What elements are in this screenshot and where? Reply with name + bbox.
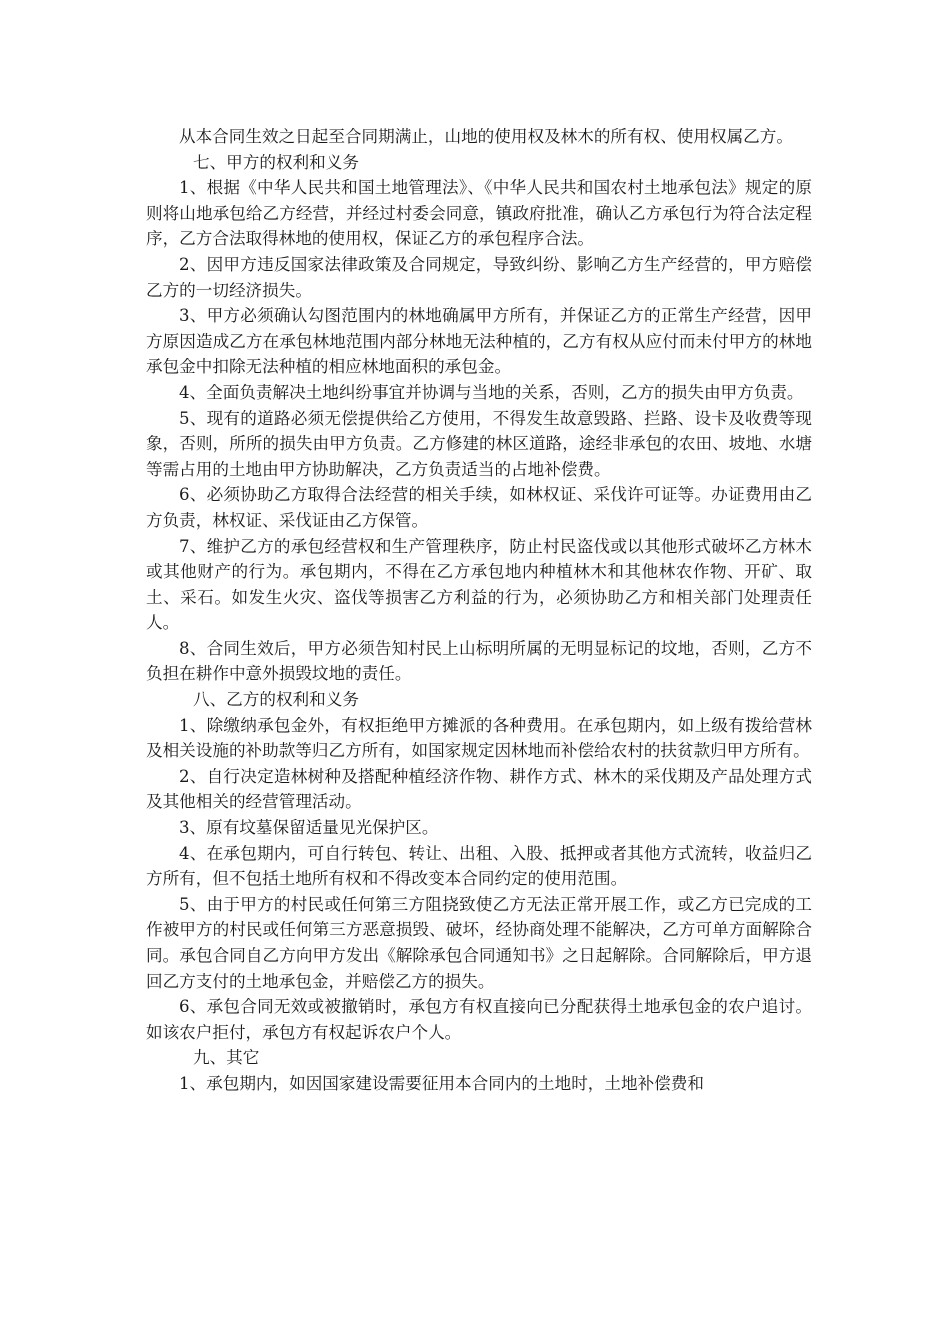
paragraph-a6: 6、必须协助乙方取得合法经营的相关手续，如林权证、采伐许可证等。办证费用由乙方负责，林权证、采伐证由乙方保管。 bbox=[146, 485, 812, 530]
paragraph-a8: 8、合同生效后，甲方必须告知村民上山标明所属的无明显标记的坟地，否则，乙方不负担在耕作中意外损毁坟地的责任。 bbox=[146, 638, 812, 684]
paragraph-b2: 2、自行决定造林树种及搭配种植经济作物、耕作方式、林木的采伐期及产品处理方式及其他相关的经营管理活动。 bbox=[146, 766, 812, 812]
paragraph-b3: 3、原有坟墓保留适量见光保护区。 bbox=[179, 818, 439, 838]
paragraph-b6: 6、承包合同无效或被撤销时，承包方有权直接向已分配获得土地承包金的农户追讨。如该农户拒付，承包方有权起诉农户个人。 bbox=[146, 997, 812, 1042]
paragraph-a5: 5、现有的道路必须无偿提供给乙方使用，不得发生故意毁路、拦路、设卡及收费等现象，否则，所所的损失由甲方负责。乙方修建的林区道路，途经非承包的农田、坡地、水塘等需占用的土地由甲方协助解决，乙方负责适当的占地补偿费。 bbox=[146, 408, 812, 479]
paragraph-a3: 3、甲方必须确认勾图范围内的林地确属甲方所有，并保证乙方的正常生产经营，因甲方原因造成乙方在承包林地范围内部分林地无法种植的，乙方有权从应付而未付甲方的林地承包金中扣除无法种植的相应林地面积的承包金。 bbox=[146, 306, 812, 377]
paragraph-a2: 2、因甲方违反国家法律政策及合同规定，导致纠纷、影响乙方生产经营的，甲方赔偿乙方的一切经济损失。 bbox=[146, 254, 812, 300]
section-heading-party-b: 八、乙方的权利和义务 bbox=[193, 690, 359, 710]
paragraph-b1: 1、除缴纳承包金外，有权拒绝甲方摊派的各种费用。在承包期内，如上级有拨给营林及相关设施的补助款等归乙方所有，如国家规定因林地而补偿给农村的扶贫款归甲方所有。 bbox=[146, 715, 812, 761]
section-heading-party-a: 七、甲方的权利和义务 bbox=[193, 152, 359, 172]
paragraph-c1: 1、承包期内，如因国家建设需要征用本合同内的土地时，土地补偿费和 bbox=[179, 1073, 704, 1093]
paragraph-use-rights: 从本合同生效之日起至合同期满止，山地的使用权及林木的所有权、使用权属乙方。 bbox=[179, 127, 793, 146]
paragraph-a7: 7、维护乙方的承包经营权和生产管理秩序，防止村民盗伐或以其他形式破坏乙方林木或其他财产的行为。承包期内，不得在乙方承包地内种植林木和其他林农作物、开矿、取土、采石。如发生火灾、盗伐等损害乙方利益的行为，必须协助乙方和相关部门处理责任人。 bbox=[146, 536, 812, 633]
paragraph-b4: 4、在承包期内，可自行转包、转让、出租、入股、抵押或者其他方式流转，收益归乙方所有，但不包括土地所有权和不得改变本合同约定的使用范围。 bbox=[146, 843, 812, 889]
paragraph-a4: 4、全面负责解决土地纠纷事宜并协调与当地的关系，否则，乙方的损失由甲方负责。 bbox=[179, 382, 804, 402]
document-body bbox=[146, 124, 812, 1097]
paragraph-b5: 5、由于甲方的村民或任何第三方阻挠致使乙方无法正常开展工作，或乙方已完成的工作被甲方的村民或任何第三方恶意损毁、破坏，经协商处理不能解决，乙方可单方面解除合同。承包合同自乙方向甲方发出《解除承包合同通知书》之日起解除。合同解除后，甲方退回乙方支付的土地承包金，并赔偿乙方的损失。 bbox=[146, 894, 812, 991]
paragraph-a1: 1、根据《中华人民共和国土地管理法》、《中华人民共和国农村土地承包法》规定的原则将山地承包给乙方经营，并经过村委会同意，镇政府批准，确认乙方承包行为符合法定程序，乙方合法取得林地的使用权，保证乙方的承包程序合法。 bbox=[146, 178, 812, 249]
section-heading-other: 九、其它 bbox=[193, 1048, 260, 1068]
